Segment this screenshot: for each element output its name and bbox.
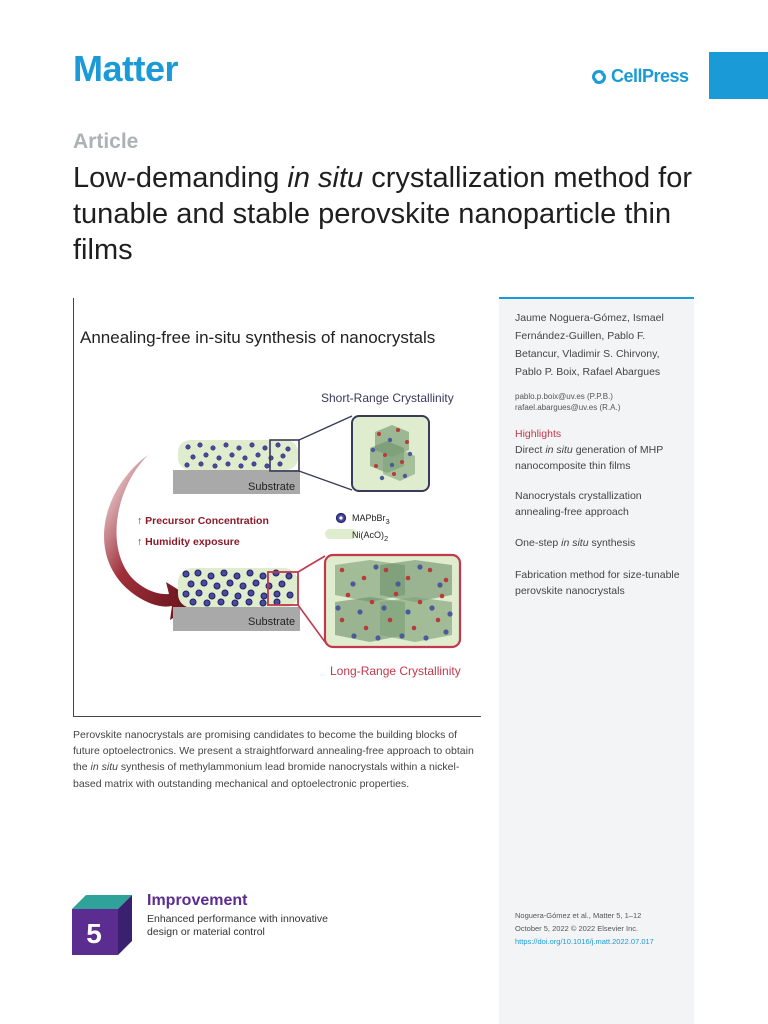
highlights-heading: Highlights (515, 428, 562, 440)
highlight-3-pre: One-step (515, 537, 562, 549)
email-boix[interactable]: pablo.p.boix@uv.es (P.P.B.) (515, 392, 613, 401)
condition-humidity: ↑ Humidity exposure (137, 536, 240, 548)
zoom-line-bottom-2 (298, 605, 325, 642)
legend-niaco2 (352, 530, 388, 543)
substrate-label-top: Substrate (248, 481, 296, 493)
improvement-cube-icon (72, 895, 134, 957)
journal-name: Matter (73, 48, 179, 89)
highlight-1 (515, 442, 687, 474)
author-list: Jaume Noguera-Gómez, Ismael Fernández-Guillen, Pablo F. Betancur, Vladimir S. Chirvony, Pablo P. Boix, Rafael Abargues (515, 312, 664, 378)
highlight-1-pre: Direct (515, 444, 546, 456)
doi-link[interactable]: https://doi.org/10.1016/j.matt.2022.07.017 (515, 937, 654, 946)
citation-block (515, 909, 654, 948)
long-range-label: Long-Range Crystallinity (330, 664, 461, 678)
highlight-1-post: generation of MHP nanocomposite thin films (515, 444, 664, 472)
title-part-2: crystallization method for tunable and stable perovskite nanoparticle thin films (73, 162, 692, 266)
zoom-line-top-1 (299, 416, 352, 440)
title-part-1: Low-demanding (73, 162, 288, 194)
substrate-label-bottom: Substrate (248, 616, 296, 628)
highlight-3-post: synthesis (588, 537, 636, 549)
highlight-4: Fabrication method for size-tunable perovskite nanocrystals (515, 569, 680, 597)
contact-emails (515, 391, 620, 413)
legend-mapbbr3-text: MAPbBr (352, 513, 386, 523)
highlight-1-italic: in situ (545, 444, 573, 456)
highlight-3 (515, 535, 687, 551)
legend-mapbbr3 (352, 513, 390, 526)
short-range-label: Short-Range Crystallinity (321, 391, 454, 405)
legend-niaco2-sub: 2 (384, 533, 389, 543)
summary-italic: in situ (90, 761, 118, 774)
summary-part-1: Perovskite nanocrystals are promising candidates to become the building blocks of future optoelectronics. We present a straightforward annealing-free approach to obtain the (73, 729, 474, 774)
legend-mapbbr3-sub: 3 (385, 516, 390, 526)
summary-part-2: synthesis of methylammonium lead bromide nanocrystals within a nickel-based matrix with outstanding mechanical and optoelectronic properties. (73, 761, 460, 790)
improvement-title: Improvement (147, 892, 248, 909)
article-title (73, 160, 713, 268)
citation-line-2: October 5, 2022 © 2022 Elsevier Inc. (515, 924, 639, 933)
citation-line-1: Noguera-Gómez et al., Matter 5, 1–12 (515, 911, 642, 920)
header-accent-block (709, 52, 768, 99)
zoom-line-bottom-1 (298, 556, 325, 572)
publisher-name: CellPress (611, 66, 689, 86)
highlight-2: Nanocrystals crystallization annealing-free approach (515, 490, 642, 518)
crystal-lattice-large (335, 560, 453, 642)
article-type: Article (73, 130, 139, 153)
graphical-abstract-illustration (80, 370, 475, 695)
title-italic: in situ (287, 162, 364, 194)
graphical-abstract-title: Annealing-free in-situ synthesis of nanocrystals (80, 328, 436, 347)
cellpress-logo-icon (590, 68, 608, 86)
publisher-logo[interactable] (590, 66, 689, 87)
summary-paragraph (73, 727, 481, 792)
improvement-number: 5 (86, 918, 102, 949)
email-abargues[interactable]: rafael.abargues@uv.es (R.A.) (515, 403, 621, 412)
improvement-description: Enhanced performance with innovative design or material control (147, 913, 328, 938)
legend-niaco2-text: Ni(AcO) (352, 530, 384, 540)
zoom-line-top-2 (299, 471, 352, 490)
condition-precursor: ↑ Precursor Concentration (137, 515, 269, 527)
highlight-3-italic: in situ (561, 537, 589, 549)
